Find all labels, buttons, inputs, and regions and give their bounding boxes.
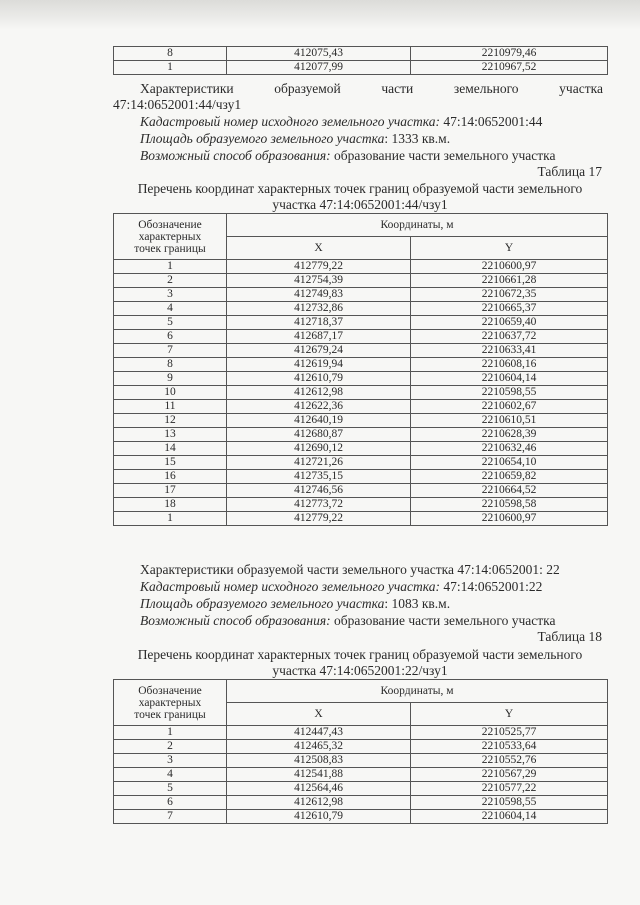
method-value: образование части земельного участка <box>334 148 556 163</box>
formation-method-2 <box>140 612 555 629</box>
x-coordinate-cell: 412680,87 <box>227 428 411 442</box>
x-coordinate-cell: 412679,24 <box>227 344 411 358</box>
table-row <box>114 47 608 61</box>
y-coordinate-cell: 2210598,58 <box>411 498 608 512</box>
area-label: Площадь образуемого земельного участка <box>140 596 385 611</box>
y-coordinate-cell: 2210577,22 <box>411 782 608 796</box>
point-number-cell: 3 <box>114 288 227 302</box>
method-label: Возможный способ образования: <box>140 613 331 628</box>
point-number-cell: 8 <box>114 358 227 372</box>
table-17-title-line-1: Перечень координат характерных точек границ образуемой части земельного <box>137 181 583 196</box>
cadastral-value: 47:14:0652001:22 <box>443 579 543 594</box>
scan-top-shadow <box>0 0 640 30</box>
y-coordinate-cell: 2210608,16 <box>411 358 608 372</box>
table-row <box>114 372 608 386</box>
table-row <box>114 358 608 372</box>
y-coordinate-cell: 2210979,46 <box>411 47 608 61</box>
x-coordinate-cell: 412779,22 <box>227 260 411 274</box>
area-value: : 1083 кв.м. <box>384 596 451 611</box>
coordinates-header: Координаты, м <box>227 680 608 703</box>
coordinates-header: Координаты, м <box>227 214 608 237</box>
table-row <box>114 726 608 740</box>
table-row <box>114 386 608 400</box>
cadastral-number-2 <box>140 578 542 595</box>
point-number-cell: 1 <box>114 260 227 274</box>
point-number-cell: 8 <box>114 47 227 61</box>
y-coordinate-cell: 2210659,82 <box>411 470 608 484</box>
point-number-cell: 2 <box>114 274 227 288</box>
x-coordinate-cell: 412508,83 <box>227 754 411 768</box>
point-number-cell: 15 <box>114 456 227 470</box>
x-coordinate-cell: 412735,15 <box>227 470 411 484</box>
area-value: : 1333 кв.м. <box>384 131 451 146</box>
table-row <box>114 498 608 512</box>
designation-header-line: Обозначение <box>138 218 202 231</box>
x-coordinate-cell: 412779,22 <box>227 512 411 526</box>
y-coordinate-cell: 2210525,77 <box>411 726 608 740</box>
x-coordinate-cell: 412773,72 <box>227 498 411 512</box>
table-18-title-line-1: Перечень координат характерных точек границ образуемой части земельного <box>137 647 583 662</box>
x-coordinate-cell: 412610,79 <box>227 372 411 386</box>
characteristics-heading-1-tail: 47:14:0652001:44/чзу1 <box>113 97 242 112</box>
y-coordinate-cell: 2210665,37 <box>411 302 608 316</box>
point-number-cell: 5 <box>114 782 227 796</box>
x-coordinate-cell: 412619,94 <box>227 358 411 372</box>
designation-header-line: характерных <box>138 696 202 709</box>
area-1 <box>140 130 450 147</box>
table-row <box>114 400 608 414</box>
x-coordinate-cell: 412749,83 <box>227 288 411 302</box>
y-coordinate-cell: 2210598,55 <box>411 796 608 810</box>
y-header: Y <box>411 703 608 726</box>
y-coordinate-cell: 2210628,39 <box>411 428 608 442</box>
point-number-cell: 14 <box>114 442 227 456</box>
table-row <box>114 782 608 796</box>
y-coordinate-cell: 2210604,14 <box>411 372 608 386</box>
y-coordinate-cell: 2210600,97 <box>411 512 608 526</box>
table-row <box>114 456 608 470</box>
table-18-title-line-2: участка 47:14:0652001:22/чзу1 <box>272 663 448 678</box>
point-number-cell: 1 <box>114 61 227 75</box>
coordinates-table-17 <box>113 213 608 526</box>
area-label: Площадь образуемого земельного участка <box>140 131 385 146</box>
point-number-cell: 17 <box>114 484 227 498</box>
y-coordinate-cell: 2210598,55 <box>411 386 608 400</box>
point-number-cell: 4 <box>114 302 227 316</box>
x-coordinate-cell: 412721,26 <box>227 456 411 470</box>
table-row <box>114 330 608 344</box>
heading-word: Характеристики <box>140 81 234 96</box>
point-number-cell: 6 <box>114 796 227 810</box>
table-17-title-line-2: участка 47:14:0652001:44/чзу1 <box>272 197 448 212</box>
table-row <box>114 754 608 768</box>
y-coordinate-cell: 2210600,97 <box>411 260 608 274</box>
x-coordinate-cell: 412612,98 <box>227 386 411 400</box>
table-row <box>114 302 608 316</box>
designation-header <box>114 680 227 726</box>
area-2 <box>140 595 450 612</box>
designation-header <box>114 214 227 260</box>
y-coordinate-cell: 2210552,76 <box>411 754 608 768</box>
x-coordinate-cell: 412465,32 <box>227 740 411 754</box>
heading-word: участка <box>559 81 603 96</box>
point-number-cell: 18 <box>114 498 227 512</box>
table-row <box>114 810 608 824</box>
designation-header-line: Обозначение <box>138 684 202 697</box>
table-row <box>114 796 608 810</box>
x-coordinate-cell: 412622,36 <box>227 400 411 414</box>
designation-header-line: характерных <box>138 230 202 243</box>
point-number-cell: 10 <box>114 386 227 400</box>
characteristics-heading-1 <box>140 80 603 97</box>
y-coordinate-cell: 2210567,29 <box>411 768 608 782</box>
y-coordinate-cell: 2210533,64 <box>411 740 608 754</box>
point-number-cell: 9 <box>114 372 227 386</box>
x-coordinate-cell: 412687,17 <box>227 330 411 344</box>
x-coordinate-cell: 412610,79 <box>227 810 411 824</box>
x-coordinate-cell: 412754,39 <box>227 274 411 288</box>
designation-header-line: точек границы <box>134 708 206 721</box>
x-coordinate-cell: 412541,88 <box>227 768 411 782</box>
point-number-cell: 4 <box>114 768 227 782</box>
table-17-number: Таблица 17 <box>537 164 602 179</box>
y-coordinate-cell: 2210604,14 <box>411 810 608 824</box>
x-coordinate-cell: 412732,86 <box>227 302 411 316</box>
table-row <box>114 442 608 456</box>
table-row <box>114 414 608 428</box>
x-coordinate-cell: 412447,43 <box>227 726 411 740</box>
x-coordinate-cell: 412718,37 <box>227 316 411 330</box>
x-header: X <box>227 703 411 726</box>
point-number-cell: 16 <box>114 470 227 484</box>
y-header: Y <box>411 237 608 260</box>
x-coordinate-cell: 412746,56 <box>227 484 411 498</box>
y-coordinate-cell: 2210664,52 <box>411 484 608 498</box>
x-coordinate-cell: 412564,46 <box>227 782 411 796</box>
point-number-cell: 13 <box>114 428 227 442</box>
table-row <box>114 316 608 330</box>
x-coordinate-cell: 412690,12 <box>227 442 411 456</box>
table-row <box>114 260 608 274</box>
formation-method-1 <box>140 147 555 164</box>
heading-word: образуемой <box>274 81 341 96</box>
point-number-cell: 1 <box>114 512 227 526</box>
point-number-cell: 3 <box>114 754 227 768</box>
cadastral-label: Кадастровый номер исходного земельного участка: <box>140 579 440 594</box>
method-label: Возможный способ образования: <box>140 148 331 163</box>
x-header: X <box>227 237 411 260</box>
x-coordinate-cell: 412612,98 <box>227 796 411 810</box>
point-number-cell: 7 <box>114 344 227 358</box>
cadastral-label: Кадастровый номер исходного земельного участка: <box>140 114 440 129</box>
y-coordinate-cell: 2210610,51 <box>411 414 608 428</box>
characteristics-heading-2: Характеристики образуемой части земельного участка 47:14:0652001: 22 <box>140 562 560 577</box>
y-coordinate-cell: 2210637,72 <box>411 330 608 344</box>
x-coordinate-cell: 412077,99 <box>227 61 411 75</box>
table-row <box>114 61 608 75</box>
y-coordinate-cell: 2210659,40 <box>411 316 608 330</box>
y-coordinate-cell: 2210633,41 <box>411 344 608 358</box>
table-row <box>114 484 608 498</box>
y-coordinate-cell: 2210602,67 <box>411 400 608 414</box>
point-number-cell: 12 <box>114 414 227 428</box>
designation-header-line: точек границы <box>134 242 206 255</box>
point-number-cell: 1 <box>114 726 227 740</box>
x-coordinate-cell: 412640,19 <box>227 414 411 428</box>
table-row <box>114 512 608 526</box>
point-number-cell: 6 <box>114 330 227 344</box>
y-coordinate-cell: 2210654,10 <box>411 456 608 470</box>
point-number-cell: 11 <box>114 400 227 414</box>
table-row <box>114 344 608 358</box>
table-row <box>114 428 608 442</box>
y-coordinate-cell: 2210661,28 <box>411 274 608 288</box>
coordinates-table-continuation <box>113 46 608 75</box>
coordinates-table-18 <box>113 679 608 824</box>
point-number-cell: 2 <box>114 740 227 754</box>
table-row <box>114 274 608 288</box>
point-number-cell: 5 <box>114 316 227 330</box>
y-coordinate-cell: 2210967,52 <box>411 61 608 75</box>
table-18-number: Таблица 18 <box>537 629 602 644</box>
y-coordinate-cell: 2210672,35 <box>411 288 608 302</box>
method-value: образование части земельного участка <box>334 613 556 628</box>
heading-word: земельного <box>453 81 519 96</box>
y-coordinate-cell: 2210632,46 <box>411 442 608 456</box>
cadastral-value: 47:14:0652001:44 <box>443 114 543 129</box>
cadastral-number-1 <box>140 113 542 130</box>
table-row <box>114 740 608 754</box>
table-row <box>114 768 608 782</box>
point-number-cell: 7 <box>114 810 227 824</box>
heading-word: части <box>381 81 414 96</box>
x-coordinate-cell: 412075,43 <box>227 47 411 61</box>
table-row <box>114 470 608 484</box>
table-row <box>114 288 608 302</box>
